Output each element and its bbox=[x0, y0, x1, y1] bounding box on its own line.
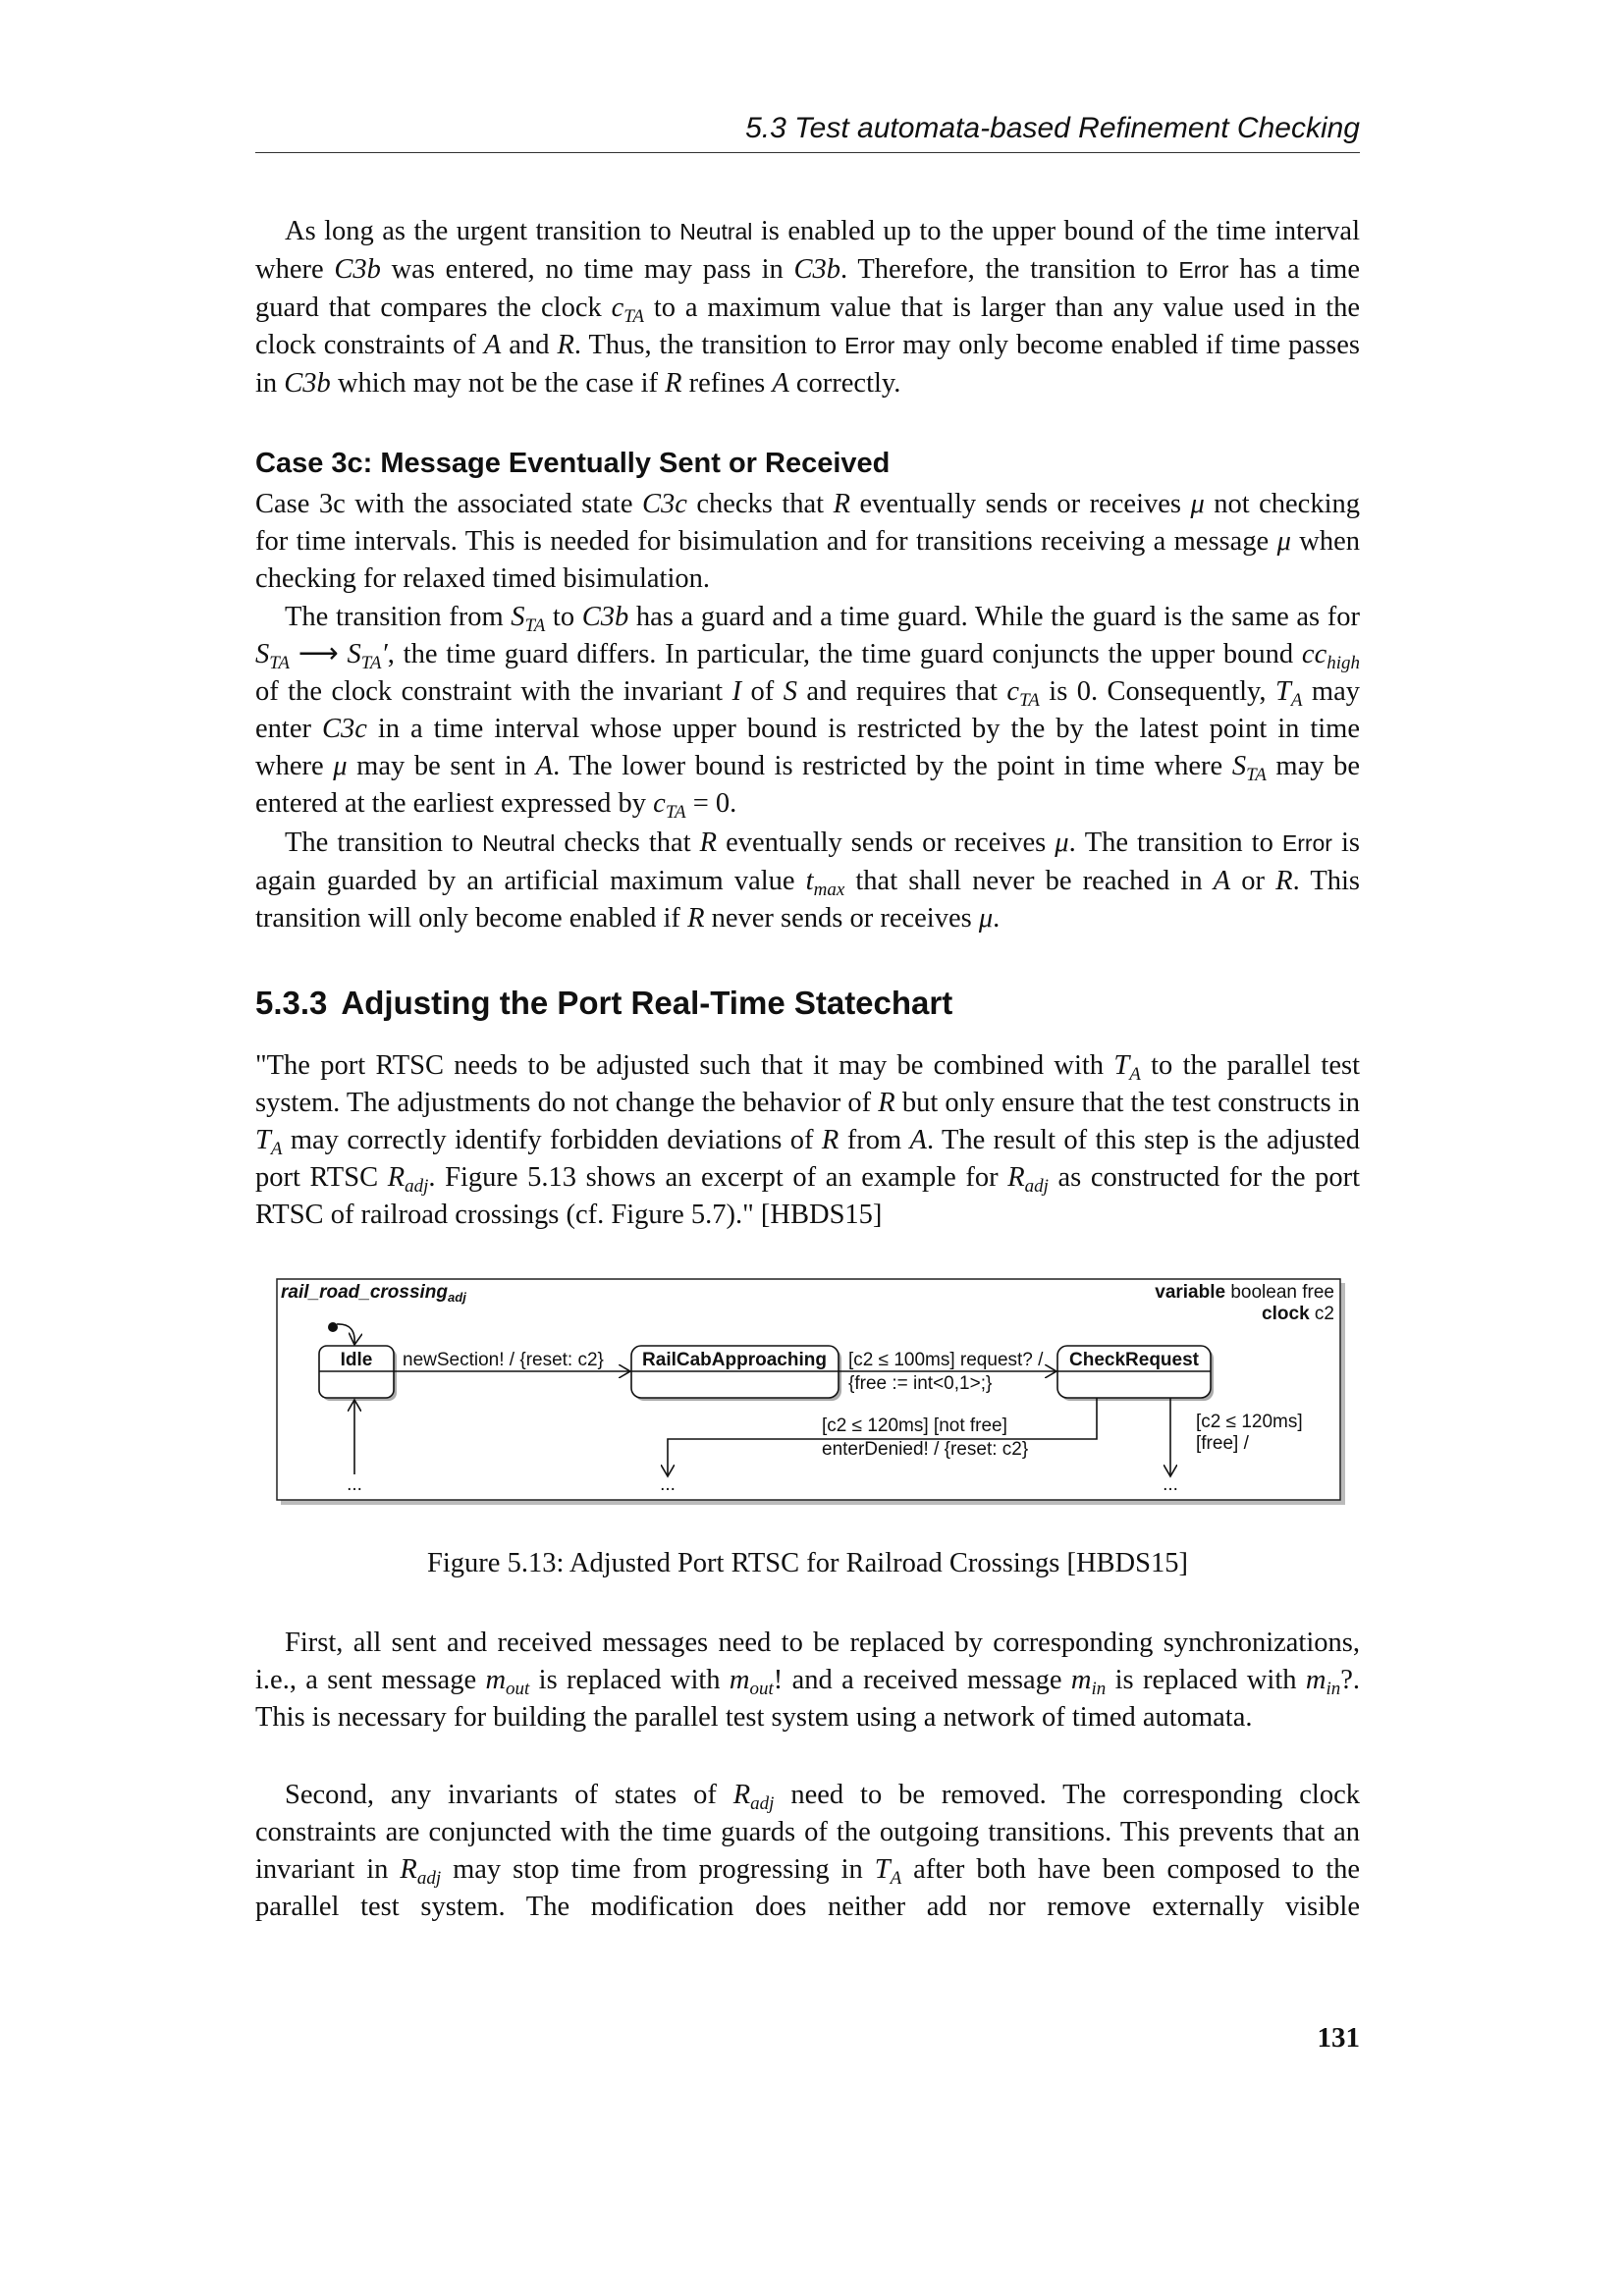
math-symbol: $T_A$ bbox=[255, 1124, 283, 1159]
math-symbol: C3b bbox=[284, 367, 331, 399]
math-symbol: C3b bbox=[581, 602, 629, 632]
math-subscript: adj bbox=[1024, 1175, 1049, 1197]
math-symbol: μ bbox=[333, 750, 348, 781]
text-run: First, all sent and received messages need to be replaced by corresponding synchronizations, i.e., a sent message bbox=[255, 1628, 1360, 1695]
state-name: Neutral bbox=[679, 219, 753, 244]
state-railcab-approaching bbox=[631, 1346, 841, 1401]
text-run: was entered, no time may pass in bbox=[380, 253, 794, 285]
math-symbol: R bbox=[665, 367, 682, 399]
text-run: checks that bbox=[555, 828, 700, 858]
text-run: from bbox=[839, 1124, 910, 1155]
text-run: eventually sends or receives bbox=[717, 828, 1056, 858]
text-run: to a maximum value that is larger than any value used in the clock constraints of bbox=[255, 292, 1360, 360]
text-run: is enabled up to the upper bound of the time interval where bbox=[255, 216, 1360, 285]
math-symbol: R bbox=[878, 1087, 895, 1118]
subsection-heading: Case 3c: Message Eventually Sent or Received bbox=[255, 448, 891, 479]
text-run: The transition from bbox=[285, 602, 512, 632]
text-run: As long as the urgent transition to bbox=[285, 216, 680, 246]
math-symbol: A bbox=[535, 750, 554, 781]
text-run: after both have been composed to the parallel test system. The modification does neither add nor remove externally visible bbox=[255, 1853, 1361, 1922]
text-run: . The transition to bbox=[1068, 828, 1282, 858]
text-run: . bbox=[993, 902, 1001, 934]
text-run: may be entered at the earliest expressed by bbox=[255, 750, 1361, 819]
text-run: need to be removed. The corresponding clock constraints are conjuncted with the time guards of the outgoing transitions. This prevents that an invariant in bbox=[255, 1780, 1360, 1885]
text-run: and bbox=[501, 329, 558, 360]
math-symbol: R bbox=[687, 902, 705, 934]
text-run: that shall never be reached in bbox=[844, 865, 1214, 896]
math-symbol: $S_{TA}$ bbox=[1231, 750, 1267, 785]
state-name: Error bbox=[1178, 256, 1229, 283]
math-symbol: $T_A$ bbox=[1113, 1050, 1141, 1085]
text-run: or bbox=[1230, 865, 1276, 896]
text-run: may stop time from progressing in bbox=[441, 1853, 875, 1885]
math-symbol: R bbox=[1275, 865, 1293, 896]
math-symbol: $S_{TA}'$ bbox=[347, 638, 388, 673]
math-subscript: out bbox=[506, 1678, 530, 1699]
math-subscript: TA bbox=[360, 652, 382, 673]
text-run: ! and a received message bbox=[773, 1664, 1071, 1695]
svg-text:RailCabApproaching: RailCabApproaching bbox=[642, 1350, 827, 1370]
math-subscript: adj bbox=[405, 1175, 429, 1197]
figure-caption: Figure 5.13: Adjusted Port RTSC for Railroad Crossings [HBDS15] bbox=[427, 1548, 1188, 1578]
svg-text:CheckRequest: CheckRequest bbox=[1069, 1350, 1199, 1370]
text-run: correctly. bbox=[788, 367, 901, 399]
math-symbol: $R_{adj}$ bbox=[400, 1853, 442, 1889]
paragraph bbox=[255, 486, 1360, 598]
text-run: ?. This is necessary for building the parallel test system using a network of timed automata. bbox=[255, 1664, 1361, 1733]
math-subscript: adj bbox=[416, 1867, 442, 1889]
math-subscript: out bbox=[749, 1678, 774, 1699]
text-run: . Thus, the transition to bbox=[573, 329, 845, 360]
math-symbol: μ bbox=[1276, 525, 1291, 557]
text-run: Case 3c with the associated state bbox=[255, 489, 642, 519]
paragraph bbox=[255, 1777, 1360, 1926]
variable-declaration: variable boolean free bbox=[1155, 1282, 1334, 1303]
transition-label: [c2 ≤ 120ms] bbox=[1196, 1412, 1303, 1432]
math-symbol: $c_{TA}$ bbox=[611, 292, 645, 327]
text-run: eventually sends or receives bbox=[849, 489, 1191, 519]
paragraph bbox=[255, 213, 1360, 402]
math-subscript: TA bbox=[524, 615, 546, 636]
transition-label: [c2 ≤ 120ms] [not free] bbox=[822, 1415, 1007, 1436]
text-run: = 0. bbox=[685, 787, 737, 819]
math-symbol: $c_{TA}$ bbox=[653, 787, 686, 823]
math-symbol: $R_{adj}$ bbox=[732, 1780, 775, 1814]
transition-label: enterDenied! / {reset: c2} bbox=[822, 1439, 1029, 1460]
math-symbol: $t_{max}$ bbox=[805, 865, 845, 900]
text-run: may correctly identify forbidden deviations of bbox=[282, 1124, 822, 1155]
text-run: . This transition will only become enabled if bbox=[255, 865, 1360, 934]
transition-label: newSection! / {reset: c2} bbox=[403, 1350, 604, 1370]
text-run: is 0. Consequently, bbox=[1039, 675, 1275, 707]
section-heading bbox=[255, 985, 952, 1022]
math-subscript: max bbox=[813, 879, 845, 900]
text-run: may only become enabled if time passes in bbox=[255, 329, 1361, 399]
math-symbol: S bbox=[783, 675, 797, 707]
math-symbol: $R_{adj}$ bbox=[1007, 1161, 1049, 1197]
math-symbol: C3b bbox=[793, 253, 841, 285]
math-symbol: R bbox=[833, 489, 850, 519]
text-run: is replaced with bbox=[1106, 1664, 1306, 1695]
math-symbol: C3c bbox=[321, 713, 367, 744]
math-symbol: $m_{in}$ bbox=[1305, 1664, 1341, 1699]
math-symbol: $T_A$ bbox=[1275, 675, 1303, 711]
math-subscript: TA bbox=[665, 801, 686, 823]
paragraph bbox=[255, 825, 1360, 937]
math-subscript: TA bbox=[269, 652, 291, 673]
text-run: of the clock constraint with the invariant bbox=[255, 675, 732, 707]
text-run: is again guarded by an artificial maximum value bbox=[255, 828, 1361, 896]
section-title: Adjusting the Port Real-Time Statechart bbox=[341, 985, 953, 1021]
svg-text:Idle: Idle bbox=[340, 1350, 373, 1370]
text-run: which may not be the case if bbox=[330, 367, 666, 399]
text-run: when checking for relaxed timed bisimulation. bbox=[255, 525, 1360, 594]
math-symbol: A bbox=[772, 367, 789, 399]
text-run: The transition to bbox=[285, 828, 483, 858]
math-symbol: $R_{adj}$ bbox=[387, 1161, 429, 1197]
math-subscript: A bbox=[1290, 689, 1303, 711]
math-symbol: $c_{TA}$ bbox=[1006, 675, 1040, 711]
math-symbol: A bbox=[909, 1124, 927, 1155]
math-symbol: $m_{out}$ bbox=[485, 1664, 530, 1699]
math-symbol: $m_{in}$ bbox=[1070, 1664, 1107, 1699]
text-run: as constructed for the port RTSC of railroad crossings (cf. Figure 5.7)." [HBDS15] bbox=[255, 1161, 1361, 1230]
text-run: . Therefore, the transition to bbox=[840, 253, 1179, 285]
statechart-name: rail_road_crossing$_{adj}$ bbox=[281, 1282, 466, 1305]
text-run: Second, any invariants of states of bbox=[285, 1780, 733, 1810]
math-symbol: μ bbox=[1190, 489, 1205, 519]
math-symbol: R bbox=[699, 828, 718, 858]
math-symbol: μ bbox=[978, 902, 994, 934]
paragraph bbox=[255, 1625, 1360, 1736]
text-run: "The port RTSC needs to be adjusted such that it may be combined with bbox=[255, 1050, 1114, 1081]
text-run: to the parallel test system. The adjustments do not change the behavior of bbox=[255, 1050, 1361, 1118]
transition-label: [c2 ≤ 100ms] request? / bbox=[848, 1350, 1044, 1370]
math-symbol: C3c bbox=[641, 489, 687, 519]
text-run: . Figure 5.13 shows an excerpt of an example for bbox=[428, 1161, 1008, 1193]
transition-label: [free] / bbox=[1196, 1433, 1249, 1454]
math-symbol: I bbox=[731, 675, 742, 707]
math-subscript: TA bbox=[1019, 689, 1040, 711]
text-run: refines bbox=[681, 367, 773, 399]
ellipsis: ... bbox=[660, 1474, 676, 1495]
ellipsis: ... bbox=[347, 1474, 362, 1495]
math-subscript: high bbox=[1326, 652, 1361, 673]
math-subscript: adj bbox=[750, 1793, 775, 1814]
ellipsis: ... bbox=[1163, 1474, 1178, 1495]
text-run: may enter bbox=[255, 675, 1360, 744]
math-symbol: $m_{out}$ bbox=[729, 1664, 774, 1699]
header-rule bbox=[255, 152, 1360, 153]
text-run: checks that bbox=[686, 489, 834, 519]
math-symbol: R bbox=[821, 1124, 839, 1155]
state-name: Error bbox=[844, 332, 895, 358]
text-run: never sends or receives bbox=[704, 902, 979, 934]
text-run: has a guard and a time guard. While the guard is the same as for bbox=[628, 602, 1361, 632]
math-subscript: in bbox=[1091, 1678, 1107, 1699]
math-symbol: A bbox=[1213, 865, 1231, 896]
clock-declaration: clock c2 bbox=[1262, 1304, 1334, 1324]
running-header: 5.3 Test automata-based Refinement Checking bbox=[745, 112, 1360, 144]
text-run: to bbox=[545, 602, 582, 632]
math-subscript: TA bbox=[1246, 764, 1267, 785]
statechart-figure bbox=[276, 1278, 1348, 1510]
state-name: Neutral bbox=[482, 830, 556, 856]
math-symbol: $T_A$ bbox=[874, 1853, 902, 1889]
text-run: of bbox=[741, 675, 784, 707]
state-name: Error bbox=[1281, 830, 1332, 856]
text-run: not checking for time intervals. This is needed for bisimulation and for transitions receiving a message bbox=[255, 489, 1360, 557]
text-run: but only ensure that the test constructs in bbox=[894, 1087, 1361, 1118]
math-symbol: $S_{TA}$ bbox=[511, 602, 546, 636]
paragraph bbox=[255, 599, 1360, 822]
text-run: has a time guard that compares the clock bbox=[255, 253, 1360, 323]
text-run: in a time interval whose upper bound is restricted by the by the latest point in time where bbox=[255, 713, 1360, 781]
math-subscript: in bbox=[1326, 1678, 1341, 1699]
math-symbol: $S_{TA}$ bbox=[255, 638, 291, 673]
math-symbol: R bbox=[557, 329, 574, 360]
math-subscript: TA bbox=[623, 305, 645, 327]
text-run: . The result of this step is the adjusted port RTSC bbox=[255, 1124, 1361, 1193]
page-number: 131 bbox=[1317, 2022, 1360, 2054]
math-symbol: A bbox=[483, 329, 502, 360]
state-idle bbox=[319, 1346, 397, 1401]
text-run: is replaced with bbox=[529, 1664, 730, 1695]
state-check-request bbox=[1057, 1346, 1214, 1401]
text-run: and requires that bbox=[796, 675, 1007, 707]
math-subscript: A bbox=[890, 1867, 902, 1889]
text-run: , the time guard differs. In particular, the time guard conjuncts the upper bound bbox=[387, 638, 1302, 669]
math-symbol: C3b bbox=[334, 253, 381, 285]
math-symbol: μ bbox=[1055, 828, 1069, 858]
text-run: ⟶ bbox=[290, 638, 348, 669]
math-subscript: A bbox=[1129, 1064, 1141, 1085]
initial-state-dot bbox=[328, 1322, 338, 1332]
math-subscript: A bbox=[270, 1138, 283, 1159]
text-run: . The lower bound is restricted by the point in time where bbox=[553, 750, 1232, 781]
math-symbol: $cc_{high}$ bbox=[1301, 638, 1361, 673]
section-number: 5.3.3 bbox=[255, 985, 328, 1021]
text-run: may be sent in bbox=[347, 750, 536, 781]
paragraph bbox=[255, 1047, 1360, 1234]
transition-label: {free := int<0,1>;} bbox=[848, 1373, 993, 1394]
